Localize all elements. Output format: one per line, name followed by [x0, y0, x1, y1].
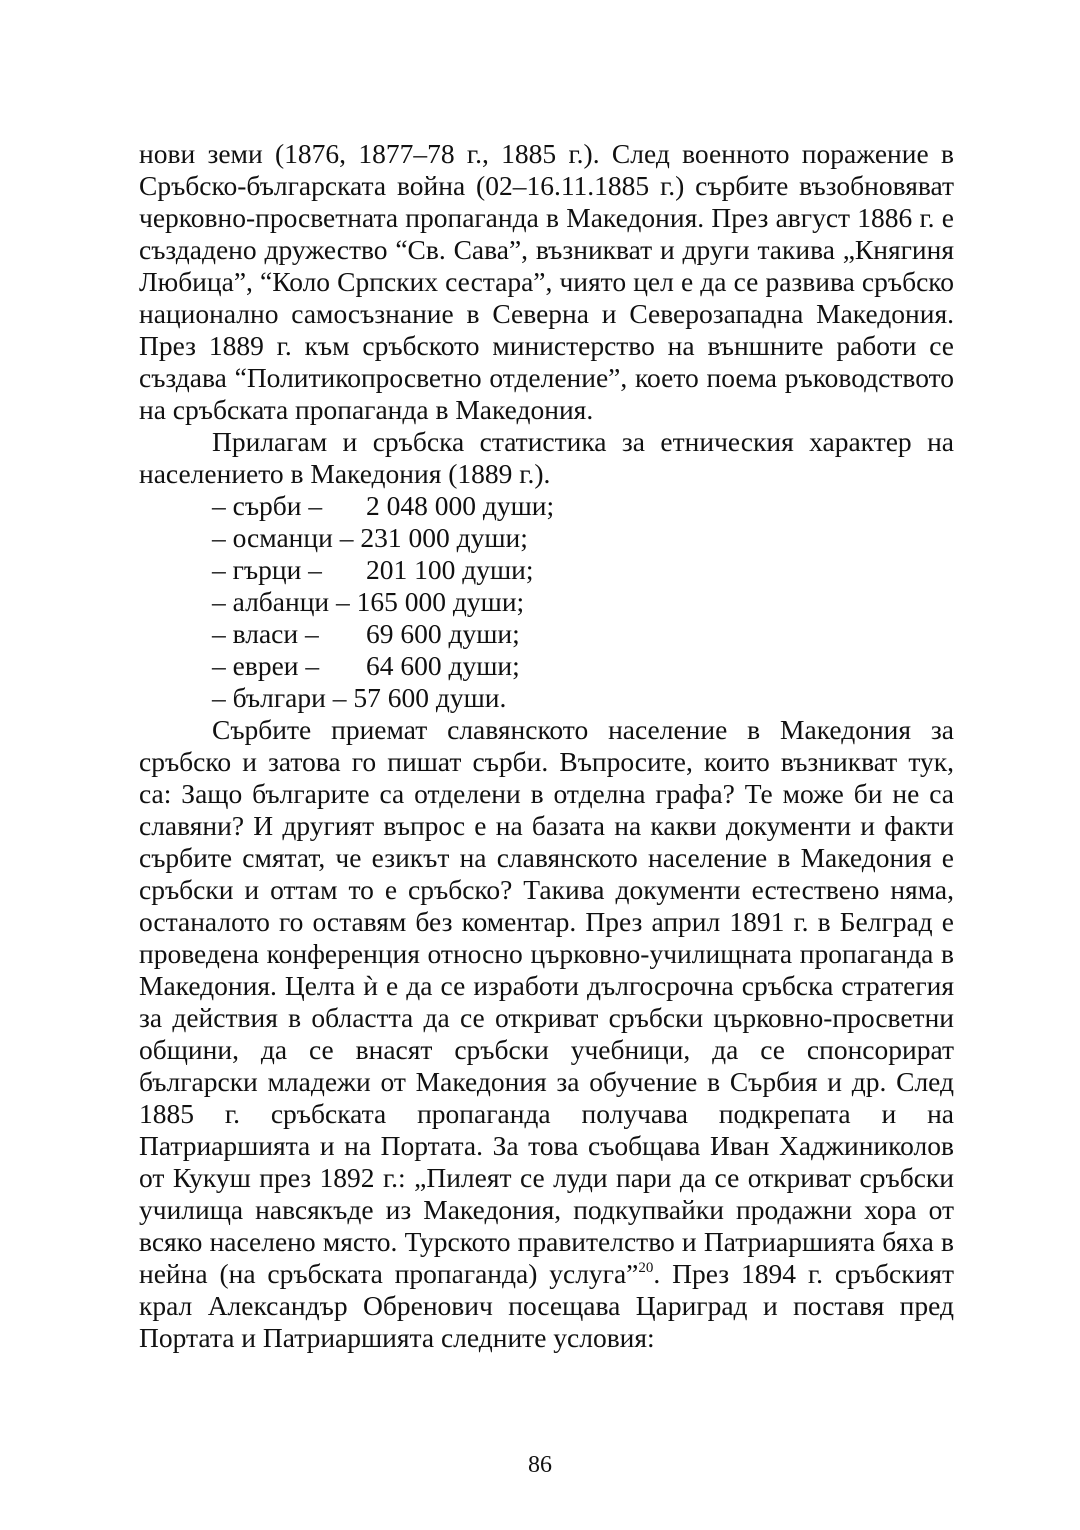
- population-statistics-list: [139, 490, 954, 714]
- list-item: [139, 554, 954, 586]
- paragraph-serbian-propaganda-intro: нови земи (1876, 1877–78 г., 1885 г.). След военното поражение в Сръбско-българската война (02–16.11.1885 г.) сърбите възобновяват черковно-просветната пропаганда в Македония. През август 1886 г. е създадено дружество “Св. Сава”, възникват и други такива „Княгиня Любица”, “Коло Српских сестара”, чиято цел е да се развива сръбско национално самосъзнание в Северна и Северозападна Македония. През 1889 г. към сръбското министерство на външните работи се създава “Политикопросветно отделение”, което поема ръководството на сръбската пропаганда в Македония.: [139, 138, 954, 425]
- ethnic-group-label: – евреи –: [212, 650, 320, 681]
- paragraph-serbian-view-end: . През 1894 г. сръбският крал Александър Обренович посещава Цариград и поставя пред Портата и Патриаршията следните условия:: [139, 1258, 954, 1353]
- ethnic-group-label: – сърби –: [212, 490, 323, 521]
- paragraph-serbian-view-text: Сърбите приемат славянското население в Македония за сръбско и затова го пишат сърби. Въпросите, които възникват тук, са: Защо българите са отделени в отделна графа? Те може би не са славяни? И другият въпрос е на базата на какви документи и факти сърбите смятат, че езикът на славянското население в Македония е сръбски и оттам то е сръбско? Такива документи естествено няма, останалото го оставям без коментар. През април 1891 г. в Белград е проведена конференция относно църковно-училищната пропаганда в Македония. Целта ѝ е да се изработи дългосрочна сръбска стратегия за действия в областта да се откриват сръбски църковно-просветни общини, да се внасят сръбски учебници, да се спонсорират български младежи от Македония за обучение в Сърбия и др. След 1885 г. сръбската пропаганда получава подкрепата и на Патриаршията и на Портата. За това съобщава Иван Хаджиниколов от Кукуш през 1892 г.: „Пилеят се луди пари да се откриват сръбски училища навсякъде из Македония, подкупвайки продажни хора от всяко населено място. Турското правителство и Патриаршията бяха в нейна (на сръбската пропаганда) услуга”: [139, 714, 954, 1289]
- ethnic-group-label: – османци –: [212, 522, 354, 553]
- list-item: [139, 586, 954, 618]
- population-value: 69 600 души;: [366, 618, 520, 649]
- population-value: 64 600 души;: [366, 650, 520, 681]
- list-item: [139, 522, 954, 554]
- ethnic-group-label: – българи –: [212, 682, 347, 713]
- population-value: 231 000 души;: [360, 522, 528, 553]
- list-item: [139, 650, 954, 682]
- paragraph-serbian-view: [139, 714, 954, 1354]
- population-value: 201 100 души;: [366, 554, 534, 585]
- list-item: [139, 490, 954, 522]
- population-value: 165 000 души;: [356, 586, 525, 617]
- ethnic-group-label: – гърци –: [212, 554, 322, 585]
- list-item: [139, 618, 954, 650]
- page-body: [139, 138, 954, 1354]
- population-value: 57 600 души.: [353, 682, 507, 713]
- ethnic-group-label: – албанци –: [212, 586, 350, 617]
- footnote-reference[interactable]: 20: [638, 1260, 654, 1276]
- ethnic-group-label: – власи –: [212, 618, 319, 649]
- population-value: 2 048 000 души;: [366, 490, 555, 521]
- paragraph-statistics-intro: Прилагам и сръбска статистика за етническия характер на населението в Македония (1889 г.).: [139, 426, 954, 489]
- page-number: 86: [528, 1452, 552, 1478]
- list-item: [139, 682, 954, 714]
